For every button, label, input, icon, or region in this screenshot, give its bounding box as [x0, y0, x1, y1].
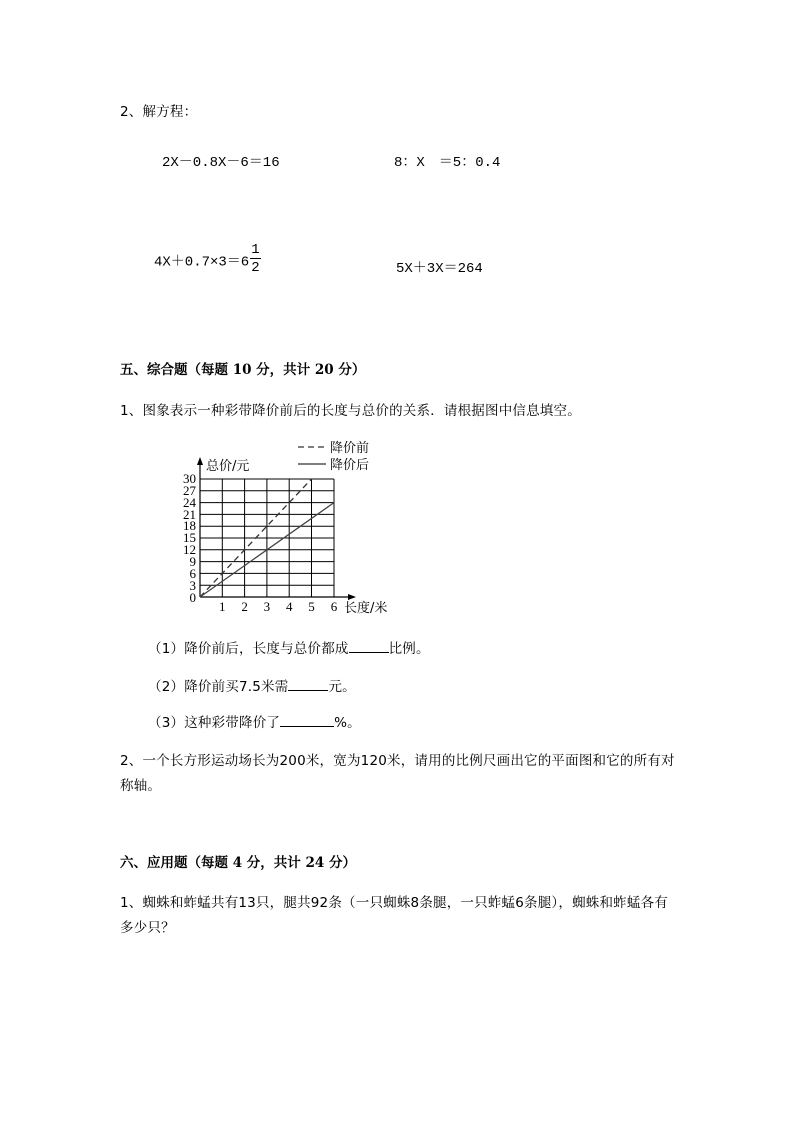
sub-question-1-suffix: 比例。 — [388, 641, 430, 657]
svg-text:15: 15 — [183, 530, 196, 545]
svg-text:0: 0 — [189, 590, 196, 605]
y-tick-labels — [183, 471, 197, 605]
svg-text:2: 2 — [241, 599, 248, 614]
equation-3 — [154, 242, 261, 276]
fraction-one-half — [250, 243, 260, 275]
equation-1: 2X－0.8X－6＝16 — [162, 155, 280, 171]
legend-before-discount: 降价前 — [330, 441, 370, 456]
section-5-question-2-line-2: 称轴。 — [120, 778, 162, 794]
x-tick-labels — [219, 599, 338, 614]
section-5-heading: 五、综合题（每题 10 分，共计 20 分） — [120, 362, 366, 378]
svg-text:18: 18 — [183, 518, 196, 533]
y-axis-label: 总价/元 — [206, 459, 250, 474]
section-5-question-1: 1、图象表示一种彩带降价前后的长度与总价的关系．请根据图中信息填空。 — [120, 403, 581, 419]
svg-text:24: 24 — [183, 495, 196, 510]
section-5-question-2-line-1: 2、一个长方形运动场长为200米，宽为120米，请用的比例尺画出它的平面图和它的所有对 — [120, 753, 675, 769]
fraction-denominator: 2 — [251, 260, 260, 276]
sub-question-3-text: （3）这种彩带降价了 — [148, 715, 281, 731]
equation-3-text: 4X＋0.7×3＝6 — [154, 254, 250, 271]
answer-blank-2[interactable] — [288, 678, 328, 691]
legend-after-discount: 降价后 — [330, 458, 370, 473]
price-length-chart — [170, 435, 410, 620]
svg-text:6: 6 — [189, 566, 196, 581]
svg-text:12: 12 — [183, 542, 196, 557]
question-title-solve-equations: 2、解方程： — [120, 104, 198, 120]
section-6-question-1-line-1: 1、蜘蛛和蚱蜢共有13只，腿共92条（一只蜘蛛8条腿，一只蚱蜢6条腿），蜘蛛和蚱蜢各有 — [120, 895, 668, 911]
answer-blank-3[interactable] — [280, 714, 334, 727]
sub-question-3-suffix: %。 — [334, 715, 361, 731]
svg-text:3: 3 — [263, 599, 271, 614]
answer-blank-1[interactable] — [349, 640, 389, 653]
svg-text:1: 1 — [219, 599, 226, 614]
svg-text:27: 27 — [183, 483, 196, 498]
x-axis-arrow-icon — [348, 594, 356, 600]
equation-4: 5X＋3X＝264 — [396, 261, 483, 277]
svg-text:3: 3 — [189, 578, 196, 593]
sub-question-2 — [148, 675, 356, 695]
sub-question-2-text: （2）降价前买7.5米需 — [148, 679, 289, 695]
svg-text:4: 4 — [285, 599, 293, 614]
fraction-numerator: 1 — [251, 242, 260, 258]
section-6-heading: 六、应用题（每题 4 分，共计 24 分） — [120, 855, 356, 871]
section-6-question-1-line-2: 多少只？ — [120, 920, 175, 936]
equation-2: 8：X ＝5：0.4 — [394, 155, 501, 171]
sub-question-1-text: （1）降价前后，长度与总价都成 — [148, 641, 349, 657]
svg-text:9: 9 — [189, 554, 196, 569]
svg-text:30: 30 — [183, 471, 196, 486]
x-axis-label: 长度/米 — [344, 601, 388, 616]
sub-question-3 — [148, 711, 361, 731]
svg-text:5: 5 — [308, 599, 315, 614]
y-axis-arrow-icon — [197, 457, 203, 465]
svg-text:21: 21 — [183, 507, 196, 522]
sub-question-1 — [148, 637, 430, 657]
sub-question-2-suffix: 元。 — [328, 679, 356, 695]
chart-grid — [200, 479, 334, 597]
svg-text:6: 6 — [330, 599, 338, 614]
